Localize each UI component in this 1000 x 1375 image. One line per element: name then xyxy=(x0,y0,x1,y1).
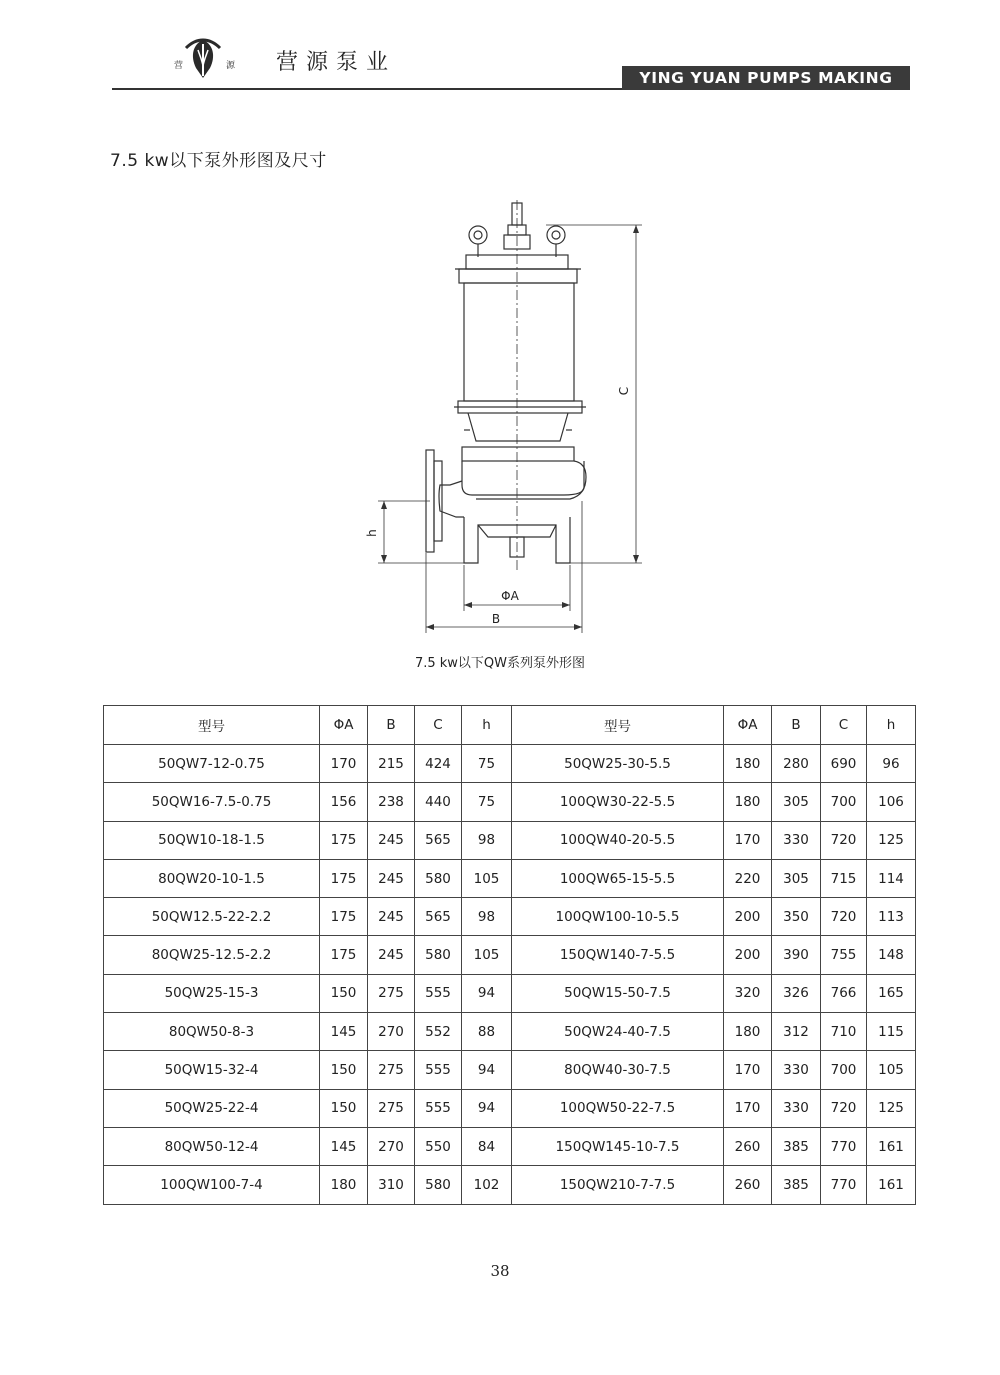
table-row xyxy=(104,859,916,897)
dimension-label-b: B xyxy=(491,612,501,626)
cell-right-phi-a: 170 xyxy=(724,1051,772,1089)
cell-left-c: 580 xyxy=(415,936,462,974)
cell-left-b: 275 xyxy=(368,974,415,1012)
header-banner: YING YUAN PUMPS MAKING xyxy=(622,66,910,90)
header-h-right: h xyxy=(867,706,916,745)
cell-left-phi-a: 175 xyxy=(320,898,368,936)
table-row xyxy=(104,1166,916,1204)
cell-right-model: 50QW15-50-7.5 xyxy=(512,974,724,1012)
cell-right-b: 326 xyxy=(772,974,821,1012)
cell-left-b: 275 xyxy=(368,1051,415,1089)
cell-left-b: 310 xyxy=(368,1166,415,1204)
cell-left-b: 270 xyxy=(368,1127,415,1165)
cell-left-h: 94 xyxy=(462,974,512,1012)
cell-right-phi-a: 200 xyxy=(724,898,772,936)
cell-right-b: 312 xyxy=(772,1013,821,1051)
cell-right-c: 710 xyxy=(821,1013,867,1051)
table-row xyxy=(104,974,916,1012)
cell-right-c: 700 xyxy=(821,783,867,821)
logo-char-left: 营 xyxy=(174,61,184,71)
cell-right-c: 690 xyxy=(821,745,867,783)
cell-right-b: 305 xyxy=(772,859,821,897)
cell-right-b: 280 xyxy=(772,745,821,783)
section-title: 7.5 kw以下泵外形图及尺寸 xyxy=(110,151,327,171)
cell-right-h: 114 xyxy=(867,859,916,897)
cell-left-model: 50QW10-18-1.5 xyxy=(104,821,320,859)
cell-left-phi-a: 150 xyxy=(320,1089,368,1127)
cell-left-c: 555 xyxy=(415,1051,462,1089)
logo-char-right: 源 xyxy=(226,61,236,71)
cell-right-model: 100QW30-22-5.5 xyxy=(512,783,724,821)
cell-left-b: 245 xyxy=(368,898,415,936)
cell-right-b: 350 xyxy=(772,898,821,936)
cell-right-b: 305 xyxy=(772,783,821,821)
cell-right-phi-a: 180 xyxy=(724,1013,772,1051)
cell-left-phi-a: 145 xyxy=(320,1013,368,1051)
cell-right-model: 100QW50-22-7.5 xyxy=(512,1089,724,1127)
cell-left-c: 580 xyxy=(415,1166,462,1204)
cell-right-c: 770 xyxy=(821,1127,867,1165)
cell-right-h: 125 xyxy=(867,821,916,859)
cell-right-b: 385 xyxy=(772,1166,821,1204)
table-header-row xyxy=(104,706,916,745)
cell-left-c: 580 xyxy=(415,859,462,897)
cell-right-b: 385 xyxy=(772,1127,821,1165)
cell-left-phi-a: 170 xyxy=(320,745,368,783)
page-number: 38 xyxy=(490,1262,510,1280)
cell-left-b: 245 xyxy=(368,936,415,974)
cell-right-h: 96 xyxy=(867,745,916,783)
cell-left-model: 100QW100-7-4 xyxy=(104,1166,320,1204)
cell-right-phi-a: 170 xyxy=(724,1089,772,1127)
cell-right-model: 150QW210-7-7.5 xyxy=(512,1166,724,1204)
cell-left-h: 102 xyxy=(462,1166,512,1204)
cell-left-b: 275 xyxy=(368,1089,415,1127)
company-name: 营源泵业 xyxy=(276,50,397,75)
pump-dimension-table xyxy=(103,705,916,1205)
figure-caption: 7.5 kw以下QW系列泵外形图 xyxy=(414,656,586,671)
cell-right-c: 700 xyxy=(821,1051,867,1089)
table-row xyxy=(104,1127,916,1165)
table-row xyxy=(104,821,916,859)
cell-right-phi-a: 260 xyxy=(724,1127,772,1165)
cell-left-b: 270 xyxy=(368,1013,415,1051)
cell-left-c: 552 xyxy=(415,1013,462,1051)
cell-right-model: 80QW40-30-7.5 xyxy=(512,1051,724,1089)
cell-right-c: 766 xyxy=(821,974,867,1012)
cell-right-b: 390 xyxy=(772,936,821,974)
cell-right-c: 715 xyxy=(821,859,867,897)
table-row xyxy=(104,745,916,783)
cell-left-c: 555 xyxy=(415,974,462,1012)
cell-right-model: 50QW24-40-7.5 xyxy=(512,1013,724,1051)
cell-left-phi-a: 145 xyxy=(320,1127,368,1165)
header-c-left: C xyxy=(415,706,462,745)
cell-right-c: 770 xyxy=(821,1166,867,1204)
cell-right-c: 720 xyxy=(821,821,867,859)
cell-left-model: 50QW16-7.5-0.75 xyxy=(104,783,320,821)
cell-left-c: 550 xyxy=(415,1127,462,1165)
cell-right-phi-a: 320 xyxy=(724,974,772,1012)
cell-right-b: 330 xyxy=(772,1089,821,1127)
cell-left-b: 245 xyxy=(368,859,415,897)
cell-right-model: 100QW40-20-5.5 xyxy=(512,821,724,859)
cell-left-c: 555 xyxy=(415,1089,462,1127)
table-row xyxy=(104,936,916,974)
header-model-left: 型号 xyxy=(104,706,320,745)
cell-left-model: 80QW50-12-4 xyxy=(104,1127,320,1165)
cell-left-phi-a: 150 xyxy=(320,974,368,1012)
cell-right-c: 720 xyxy=(821,898,867,936)
cell-right-h: 161 xyxy=(867,1127,916,1165)
cell-right-phi-a: 220 xyxy=(724,859,772,897)
cell-left-phi-a: 175 xyxy=(320,859,368,897)
dimension-label-h: h xyxy=(365,529,379,537)
cell-left-h: 105 xyxy=(462,859,512,897)
cell-right-h: 115 xyxy=(867,1013,916,1051)
header-phi-a-left: ΦA xyxy=(320,706,368,745)
cell-right-h: 125 xyxy=(867,1089,916,1127)
cell-right-phi-a: 180 xyxy=(724,783,772,821)
cell-left-h: 98 xyxy=(462,898,512,936)
cell-right-phi-a: 180 xyxy=(724,745,772,783)
cell-right-model: 150QW140-7-5.5 xyxy=(512,936,724,974)
cell-left-h: 98 xyxy=(462,821,512,859)
pump-outline-drawing xyxy=(360,195,650,640)
cell-left-h: 94 xyxy=(462,1051,512,1089)
cell-right-model: 150QW145-10-7.5 xyxy=(512,1127,724,1165)
cell-left-model: 50QW7-12-0.75 xyxy=(104,745,320,783)
table-row xyxy=(104,1051,916,1089)
dimension-label-c: C xyxy=(617,386,631,396)
cell-left-b: 215 xyxy=(368,745,415,783)
cell-right-h: 161 xyxy=(867,1166,916,1204)
cell-left-c: 565 xyxy=(415,898,462,936)
table-body xyxy=(104,745,916,1205)
cell-right-h: 148 xyxy=(867,936,916,974)
cell-right-c: 720 xyxy=(821,1089,867,1127)
cell-left-phi-a: 150 xyxy=(320,1051,368,1089)
cell-right-h: 106 xyxy=(867,783,916,821)
cell-right-b: 330 xyxy=(772,821,821,859)
cell-right-h: 113 xyxy=(867,898,916,936)
table-row xyxy=(104,783,916,821)
cell-left-h: 94 xyxy=(462,1089,512,1127)
cell-right-b: 330 xyxy=(772,1051,821,1089)
header-phi-a-right: ΦA xyxy=(724,706,772,745)
header-b-left: B xyxy=(368,706,415,745)
cell-left-b: 245 xyxy=(368,821,415,859)
cell-right-model: 50QW25-30-5.5 xyxy=(512,745,724,783)
dimension-label-phi-a: ΦA xyxy=(501,589,519,603)
cell-left-h: 75 xyxy=(462,783,512,821)
cell-left-model: 50QW25-15-3 xyxy=(104,974,320,1012)
cell-left-model: 50QW15-32-4 xyxy=(104,1051,320,1089)
cell-left-h: 105 xyxy=(462,936,512,974)
cell-left-model: 50QW12.5-22-2.2 xyxy=(104,898,320,936)
cell-left-h: 88 xyxy=(462,1013,512,1051)
cell-left-c: 440 xyxy=(415,783,462,821)
cell-right-model: 100QW100-10-5.5 xyxy=(512,898,724,936)
cell-left-model: 50QW25-22-4 xyxy=(104,1089,320,1127)
cell-right-model: 100QW65-15-5.5 xyxy=(512,859,724,897)
cell-left-phi-a: 156 xyxy=(320,783,368,821)
cell-left-h: 75 xyxy=(462,745,512,783)
cell-right-phi-a: 170 xyxy=(724,821,772,859)
cell-left-c: 565 xyxy=(415,821,462,859)
cell-left-model: 80QW25-12.5-2.2 xyxy=(104,936,320,974)
header-model-right: 型号 xyxy=(512,706,724,745)
table-row xyxy=(104,898,916,936)
header-h-left: h xyxy=(462,706,512,745)
cell-right-phi-a: 260 xyxy=(724,1166,772,1204)
table-row xyxy=(104,1013,916,1051)
cell-right-h: 105 xyxy=(867,1051,916,1089)
cell-left-phi-a: 175 xyxy=(320,936,368,974)
cell-left-model: 80QW20-10-1.5 xyxy=(104,859,320,897)
header-b-right: B xyxy=(772,706,821,745)
cell-left-h: 84 xyxy=(462,1127,512,1165)
cell-right-phi-a: 200 xyxy=(724,936,772,974)
cell-right-h: 165 xyxy=(867,974,916,1012)
table-row xyxy=(104,1089,916,1127)
header-c-right: C xyxy=(821,706,867,745)
cell-left-b: 238 xyxy=(368,783,415,821)
cell-left-model: 80QW50-8-3 xyxy=(104,1013,320,1051)
company-logo xyxy=(168,34,238,80)
cell-left-phi-a: 175 xyxy=(320,821,368,859)
cell-right-c: 755 xyxy=(821,936,867,974)
cell-left-c: 424 xyxy=(415,745,462,783)
cell-left-phi-a: 180 xyxy=(320,1166,368,1204)
